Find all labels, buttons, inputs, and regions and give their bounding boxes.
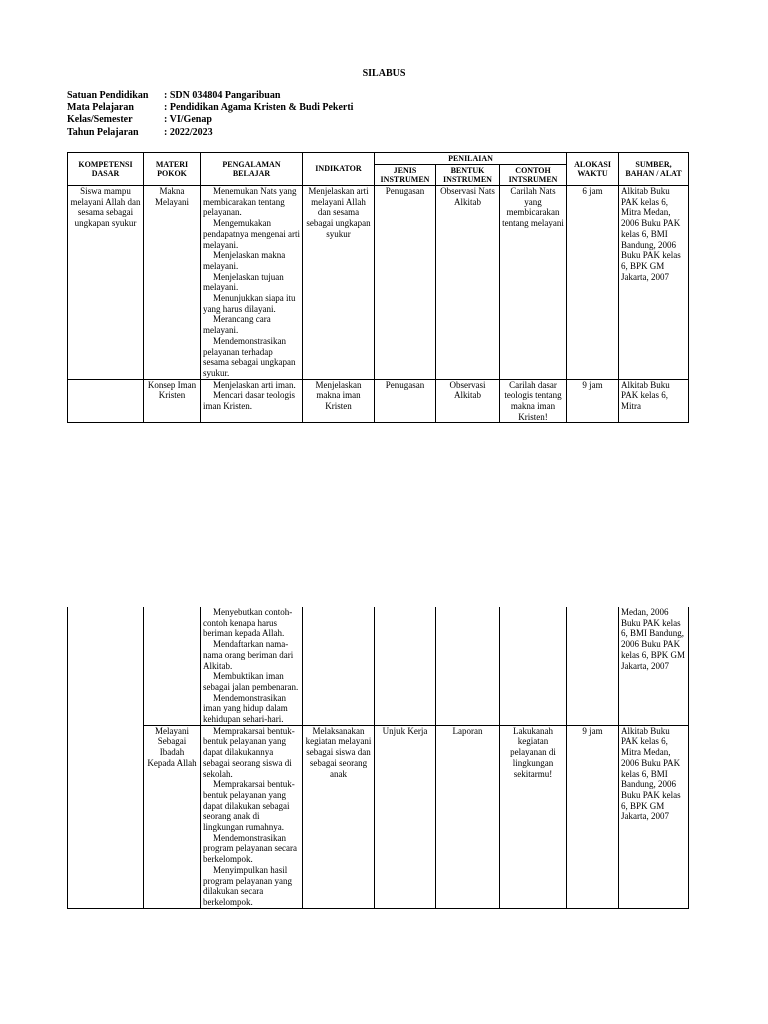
meta-row	[67, 102, 353, 114]
table-row	[68, 186, 689, 380]
learning-item: Merancang cara melayani.	[203, 314, 271, 336]
syllabus-table-continued	[67, 607, 689, 909]
cell-bentuk-instrumen: Observasi Nats Alkitab	[436, 186, 500, 380]
cell-indikator: Menjelaskan arti melayani Allah dan sesama sebagai ungkapan syukur	[303, 186, 375, 380]
cell-materi-pokok: Makna Melayani	[144, 186, 201, 380]
cell-indikator: Melaksanakan kegiatan melayani sebagai siswa dan sebagai seorang anak	[303, 725, 375, 908]
cell-kompetensi-dasar	[68, 607, 144, 908]
cell-bentuk-instrumen	[436, 607, 500, 725]
cell-alokasi-waktu: 6 jam	[567, 186, 619, 380]
header-kompetensi-dasar: KOMPETENSI DASAR	[68, 153, 144, 186]
cell-pengalaman-belajar	[201, 725, 303, 908]
cell-pengalaman-belajar	[201, 607, 303, 725]
learning-item: Memprakarsai bentuk-bentuk pelayanan yang dapat dilakukannya sebagai seorang siswa di sekolah.	[203, 725, 295, 779]
header-pengalaman-belajar: PENGALAMAN BELAJAR	[201, 153, 303, 186]
document-title: SILABUS	[362, 68, 406, 79]
meta-row	[67, 127, 353, 139]
table-row	[68, 379, 689, 423]
cell-kompetensi-dasar	[68, 379, 144, 423]
header-alokasi-waktu: ALOKASI WAKTU	[567, 153, 619, 186]
learning-item: Mendemonstrasikan program pelayanan secara berkelompok.	[203, 832, 297, 865]
cell-alokasi-waktu	[567, 607, 619, 725]
learning-item: Mendemonstrasikan pelayanan terhadap sesama sebagai ungkapan syukur.	[203, 335, 296, 378]
learning-item: Mencari dasar teologis iman Kristen.	[203, 390, 295, 412]
table-row	[68, 725, 689, 908]
learning-item: Menyebutkan contoh-contoh kenapa harus beriman kepada Allah.	[203, 607, 293, 639]
cell-jenis-instrumen: Penugasan	[375, 379, 436, 423]
cell-jenis-instrumen	[375, 607, 436, 725]
cell-sumber: Alkitab Buku PAK kelas 6, Mitra Medan, 2006 Buku PAK kelas 6, BMI Bandung, 2006 Buku PAK kelas 6, BPK GM Jakarta, 2007	[619, 725, 689, 908]
cell-bentuk-instrumen: Laporan	[436, 725, 500, 908]
meta-key: Mata Pelajaran	[67, 102, 134, 114]
cell-indikator: Menjelaskan makna iman Kristen	[303, 379, 375, 423]
header-penilaian: PENILAIAN	[375, 153, 567, 165]
learning-item: Memprakarsai bentuk-bentuk pelayanan yang dapat dilakukan sebagai seorang anak di lingkungan rumahnya.	[203, 779, 295, 833]
cell-alokasi-waktu: 9 jam	[567, 725, 619, 908]
header-contoh-instrumen: CONTOH INTSRUMEN	[500, 165, 567, 186]
cell-bentuk-instrumen: Observasi Alkitab	[436, 379, 500, 423]
header-sumber: SUMBER, BAHAN / ALAT	[619, 153, 689, 186]
cell-contoh-instrumen: Carilah dasar teologis tentang makna iman Kristen!	[500, 379, 567, 423]
meta-value: : VI/Genap	[164, 114, 212, 126]
meta-value: : Pendidikan Agama Kristen & Budi Pekerti	[164, 102, 354, 114]
cell-materi-pokok: Konsep Iman Kristen	[144, 379, 201, 423]
learning-item: Mengemukakan pendapatnya mengenai arti melayani.	[203, 218, 300, 250]
meta-value: : 2022/2023	[164, 126, 213, 138]
cell-pengalaman-belajar	[201, 379, 303, 423]
learning-item: Menjelaskan tujuan melayani.	[203, 271, 284, 293]
cell-materi-pokok	[144, 607, 201, 725]
header-indikator: INDIKATOR	[303, 153, 375, 186]
learning-item: Membuktikan iman sebagai jalan pembenaran.	[203, 671, 299, 692]
meta-key: Tahun Pelajaran	[67, 126, 139, 138]
header-materi-pokok: MATERI POKOK	[144, 153, 201, 186]
syllabus-table	[67, 152, 689, 423]
meta-row	[67, 90, 353, 102]
cell-contoh-instrumen: Lakukanah kegiatan pelayanan di lingkungan sekitarmu!	[500, 725, 567, 908]
cell-materi-pokok: Melayani Sebagai Ibadah Kepada Allah	[144, 725, 201, 908]
cell-kompetensi-dasar: Siswa mampu melayani Allah dan sesama sebagai ungkapan syukur	[68, 186, 144, 380]
meta-key: Satuan Pendidikan	[67, 90, 149, 101]
cell-jenis-instrumen: Penugasan	[375, 186, 436, 380]
table-row	[68, 607, 689, 725]
learning-item: Menjelaskan arti iman.	[213, 379, 296, 390]
meta-value: : SDN 034804 Pangaribuan	[164, 90, 281, 101]
cell-contoh-instrumen: Carilah Nats yang membicarakan tentang melayani	[500, 186, 567, 380]
cell-alokasi-waktu: 9 jam	[567, 379, 619, 423]
cell-indikator	[303, 607, 375, 725]
learning-item: Mendaftarkan nama-nama orang beriman dari Alkitab.	[203, 639, 294, 671]
learning-item: Menemukan Nats yang membicarakan tentang pelayanan.	[203, 186, 297, 218]
cell-pengalaman-belajar	[201, 186, 303, 380]
meta-row	[67, 114, 353, 126]
learning-item: Menyimpulkan hasil program pelayanan yang dilakukan secara berkelompok.	[203, 864, 292, 907]
cell-sumber: Medan, 2006 Buku PAK kelas 6, BMI Bandung, 2006 Buku PAK kelas 6, BPK GM Jakarta, 2007	[619, 607, 689, 725]
learning-item: Menjelaskan makna melayani.	[203, 250, 286, 271]
cell-contoh-instrumen	[500, 607, 567, 725]
cell-jenis-instrumen: Unjuk Kerja	[375, 725, 436, 908]
cell-sumber: Alkitab Buku PAK kelas 6, Mitra	[619, 379, 689, 423]
learning-item: Menunjukkan siapa itu yang harus dilayani.	[203, 293, 296, 314]
cell-sumber: Alkitab Buku PAK kelas 6, Mitra Medan, 2006 Buku PAK kelas 6, BMI Bandung, 2006 Buku PAK kelas 6, BPK GM Jakarta, 2007	[619, 186, 689, 380]
header-bentuk-instrumen: BENTUK INSTRUMEN	[436, 165, 500, 186]
learning-item: Mendemonstrasikan iman yang hidup dalam kehidupan sehari-hari.	[203, 692, 288, 725]
header-jenis-instrumen: JENIS INSTRUMEN	[375, 165, 436, 186]
meta-key: Kelas/Semester	[67, 114, 133, 126]
header-row	[68, 153, 689, 165]
document-meta	[67, 90, 353, 139]
